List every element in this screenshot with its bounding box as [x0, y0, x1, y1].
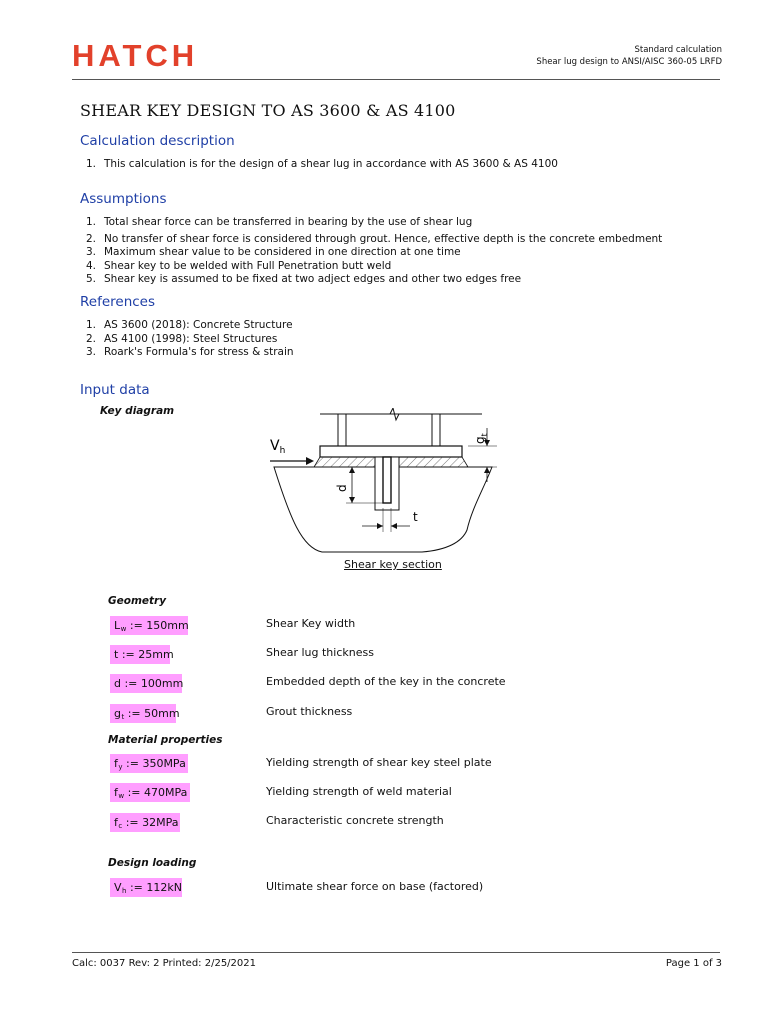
- calc-desc-heading: Calculation description: [80, 133, 235, 149]
- list-item: 3. Roark's Formula's for stress & strain: [86, 346, 294, 358]
- header-divider: [72, 79, 720, 80]
- list-item: 4. Shear key to be welded with Full Penetration butt weld: [86, 259, 392, 272]
- list-item: 1. Total shear force can be transferred in bearing by the use of shear lug: [86, 216, 473, 228]
- footer-calc-info: Calc: 0037 Rev: 2 Printed: 2/25/2021: [72, 958, 256, 969]
- doc-subtitle: Shear lug design to ANSI/AISC 360-05 LRFD: [536, 57, 722, 67]
- doc-type: Standard calculation: [634, 45, 722, 55]
- desc-fc: Characteristic concrete strength: [266, 814, 444, 827]
- material-label: Material properties: [108, 734, 223, 746]
- t-label: t: [413, 510, 418, 524]
- gt-label: $g_t$: [473, 433, 489, 444]
- list-item: 2. No transfer of shear force is considered through grout. Hence, effective depth is the concrete embedment: [86, 232, 663, 245]
- assumptions-heading: Assumptions: [80, 191, 167, 207]
- calc-desc-list: [86, 158, 558, 172]
- desc-d: Embedded depth of the key in the concrete: [266, 675, 506, 688]
- var-fw: $f_w$ := 470MPa: [110, 783, 190, 802]
- list-item: 2. AS 4100 (1998): Steel Structures: [86, 332, 278, 345]
- key-diagram-label: Key diagram: [100, 405, 175, 417]
- var-fy: $f_y$ := 350MPa: [110, 754, 188, 773]
- footer-divider: [72, 952, 720, 953]
- header-info: [536, 44, 722, 68]
- input-heading: Input data: [80, 382, 150, 398]
- references-list: [86, 319, 294, 360]
- desc-fw: Yielding strength of weld material: [266, 785, 452, 798]
- assumptions-list: [86, 216, 662, 287]
- var-lw: $L_w$ := 150mm: [110, 616, 188, 635]
- desc-lw: Shear Key width: [266, 617, 356, 630]
- references-heading: References: [80, 294, 156, 310]
- var-d: d := 100mm: [110, 674, 182, 693]
- list-item: 5. Shear key is assumed to be fixed at two adject edges and other two edges free: [86, 273, 522, 285]
- page-number: Page 1 of 3: [665, 958, 722, 969]
- var-t: t := 25mm: [110, 645, 170, 664]
- desc-fy: Yielding strength of shear key steel plate: [266, 756, 492, 769]
- list-item: 1. This calculation is for the design of a shear lug in accordance with AS 3600 & AS 4100: [86, 158, 558, 170]
- list-item: 1. AS 3600 (2018): Concrete Structure: [86, 319, 293, 331]
- page-title: SHEAR KEY DESIGN TO AS 3600 & AS 4100: [80, 101, 456, 120]
- diagram-caption: Shear key section: [344, 558, 442, 571]
- var-fc: $f_c$ := 32MPa: [110, 813, 180, 832]
- list-item: 3. Maximum shear value to be considered in one direction at one time: [86, 246, 461, 258]
- vh-label: $V_h$: [270, 438, 286, 456]
- desc-t: Shear lug thickness: [266, 646, 374, 659]
- shear-key-diagram: [262, 408, 512, 553]
- var-gt: $g_t$ := 50mm: [110, 704, 176, 723]
- var-vh: $V_h$ := 112kN: [110, 878, 182, 897]
- loading-label: Design loading: [108, 857, 197, 869]
- geometry-label: Geometry: [108, 595, 167, 607]
- desc-vh: Ultimate shear force on base (factored): [266, 880, 484, 893]
- desc-gt: Grout thickness: [266, 705, 353, 718]
- d-label: d: [335, 484, 349, 492]
- hatch-logo: HATCH: [72, 38, 199, 73]
